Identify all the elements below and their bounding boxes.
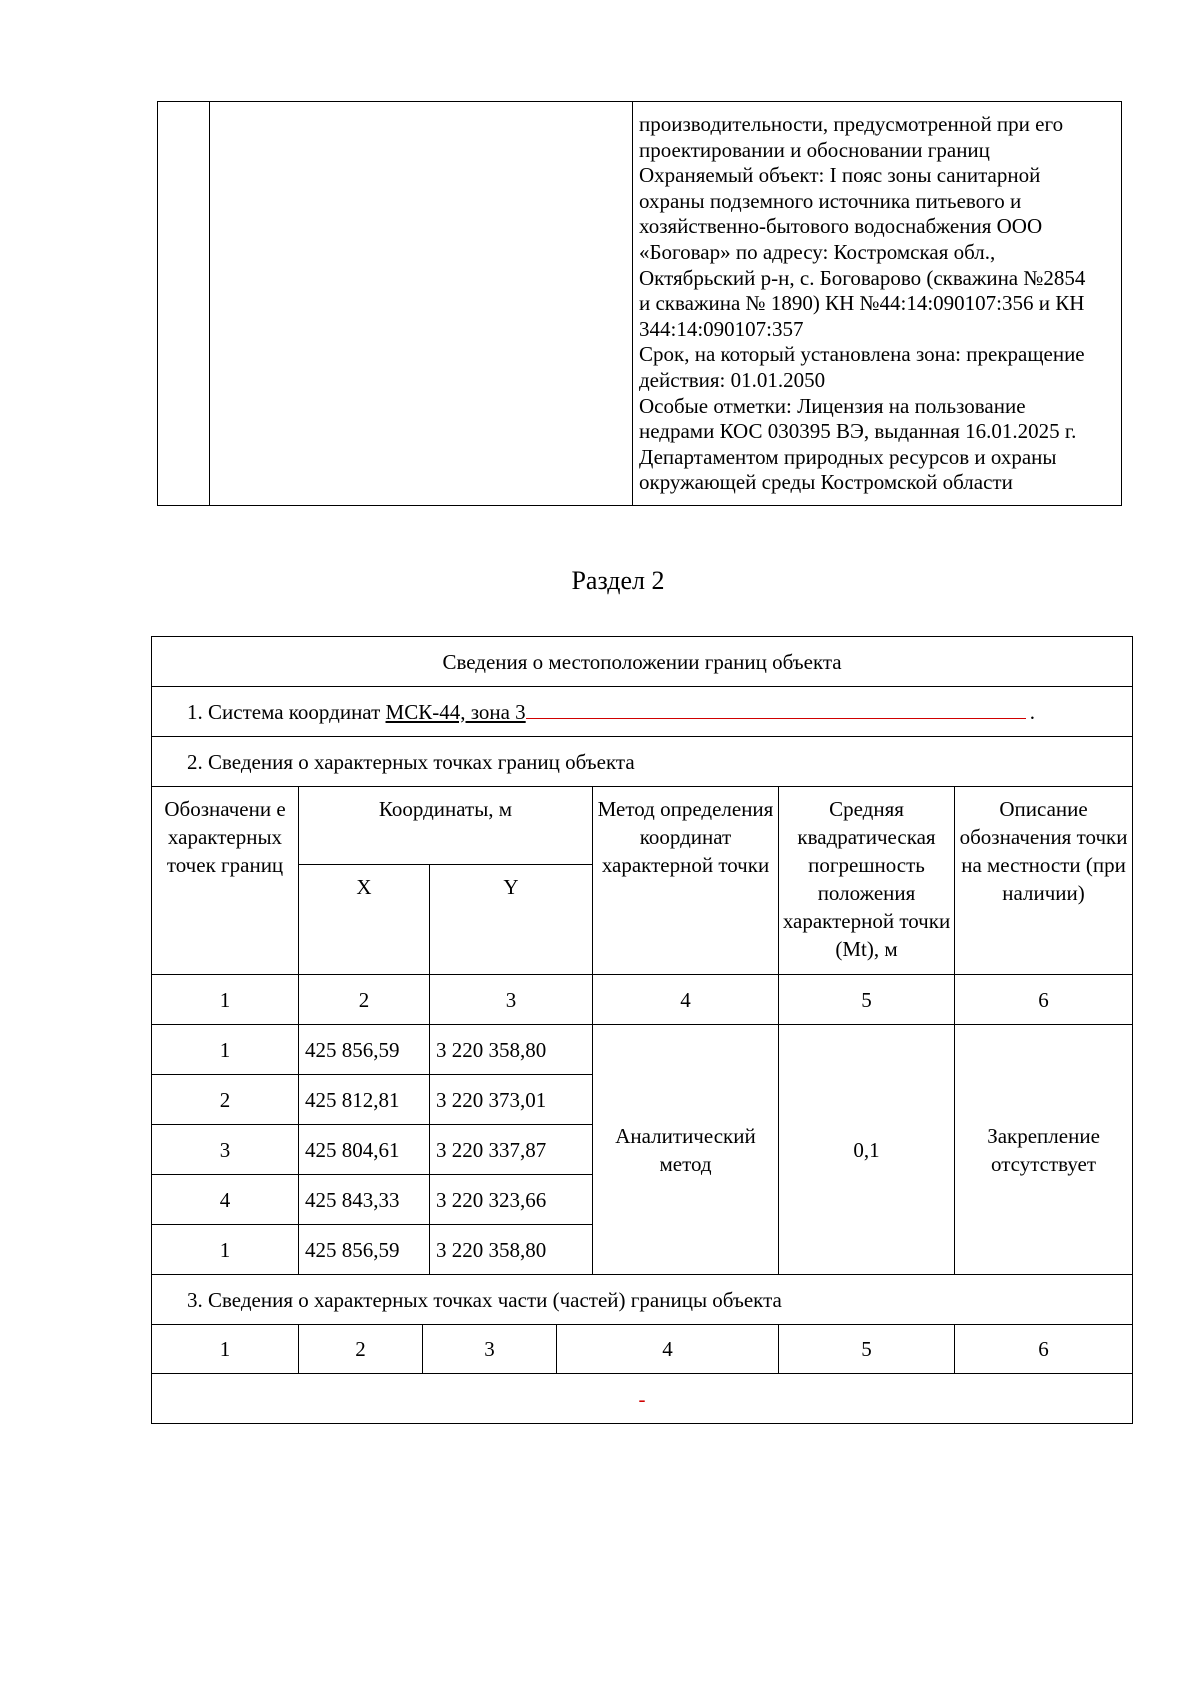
header-error: Средняя квадратическая погрешность положения характерной точки (Mt), м [779, 787, 955, 975]
description-line: окружающей среды Костромской области [639, 470, 1013, 495]
column-number: 5 [779, 975, 955, 1025]
description-line: и скважина № 1890) КН №44:14:090107:356 и КН [639, 291, 1085, 316]
object-description-cell [633, 102, 1122, 506]
column-number: 2 [299, 975, 430, 1025]
parts-column-number: 5 [779, 1325, 955, 1374]
coord-y: 3 220 358,80 [430, 1025, 593, 1075]
description-line: хозяйственно-бытового водоснабжения ООО [639, 214, 1043, 239]
column-number: 3 [430, 975, 593, 1025]
section-title: Раздел 2 [571, 566, 665, 595]
parts-column-number: 3 [423, 1325, 557, 1374]
coord-y: 3 220 337,87 [430, 1125, 593, 1175]
description-line: недрами КОС 030395 ВЭ, выданная 16.01.2025 г. [639, 419, 1077, 444]
column-number: 6 [955, 975, 1133, 1025]
parts-column-number: 4 [557, 1325, 779, 1374]
parts-empty-row [152, 1374, 1133, 1424]
parts-column-number: 1 [152, 1325, 299, 1374]
description-line: проектировании и обосновании границ [639, 137, 990, 162]
coord-y: 3 220 373,01 [430, 1075, 593, 1125]
description-line: Октябрьский р-н, с. Боговарово (скважина №2854 [639, 265, 1086, 290]
coord-system-row [152, 687, 1133, 737]
points-heading: 2. Сведения о характерных точках границ объекта [152, 737, 1133, 787]
parts-column-number: 2 [299, 1325, 423, 1374]
coord-system-suffix: . [1029, 699, 1035, 724]
header-x: X [299, 865, 430, 975]
description-line: «Боговар» по адресу: Костромская обл., [639, 239, 996, 264]
method-value: Аналитический метод [593, 1025, 779, 1275]
object-info-table [157, 101, 1122, 506]
description-line: производительности, предусмотренной при его [639, 112, 1064, 136]
table-row [152, 1025, 1133, 1075]
name-column-cell [210, 102, 633, 506]
coord-x: 425 856,59 [299, 1225, 430, 1275]
coord-x: 425 804,61 [299, 1125, 430, 1175]
column-number: 4 [593, 975, 779, 1025]
coord-system-prefix: 1. Система координат [187, 699, 386, 724]
column-number: 1 [152, 975, 299, 1025]
description-line: действия: 01.01.2050 [639, 367, 826, 392]
point-id: 1 [152, 1025, 299, 1075]
coord-x: 425 812,81 [299, 1075, 430, 1125]
fill-line [526, 700, 1026, 719]
header-y: Y [430, 865, 593, 975]
description-value: Закрепление отсутствует [955, 1025, 1133, 1275]
header-designation: Обозначени е характерных точек границ [152, 787, 299, 975]
number-column-cell [158, 102, 210, 506]
table-title: Сведения о местоположении границ объекта [152, 637, 1133, 687]
description-line: охраны подземного источника питьевого и [639, 188, 1022, 213]
boundary-coordinates-table [151, 636, 1133, 1424]
description-line: Охраняемый объект: I пояс зоны санитарной [639, 163, 1041, 188]
point-id: 2 [152, 1075, 299, 1125]
empty-dash: - [638, 1386, 646, 1411]
point-id: 3 [152, 1125, 299, 1175]
coord-system-value: МСК-44, зона 3 [385, 699, 526, 724]
coord-x: 425 856,59 [299, 1025, 430, 1075]
description-line: 344:14:090107:357 [639, 316, 804, 341]
description-line: Департаментом природных ресурсов и охраны [639, 444, 1057, 469]
header-description: Описание обозначения точки на местности (при наличии) [955, 787, 1133, 975]
error-value: 0,1 [779, 1025, 955, 1275]
parts-heading: 3. Сведения о характерных точках части (частей) границы объекта [152, 1275, 1133, 1325]
header-method: Метод определения координат характерной точки [593, 787, 779, 975]
coord-y: 3 220 323,66 [430, 1175, 593, 1225]
point-id: 1 [152, 1225, 299, 1275]
header-coordinates: Координаты, м [299, 787, 593, 865]
description-line: Особые отметки: Лицензия на пользование [639, 393, 1026, 418]
coord-x: 425 843,33 [299, 1175, 430, 1225]
point-id: 4 [152, 1175, 299, 1225]
description-line: Срок, на который установлена зона: прекращение [639, 342, 1085, 367]
coord-y: 3 220 358,80 [430, 1225, 593, 1275]
parts-column-number: 6 [955, 1325, 1133, 1374]
